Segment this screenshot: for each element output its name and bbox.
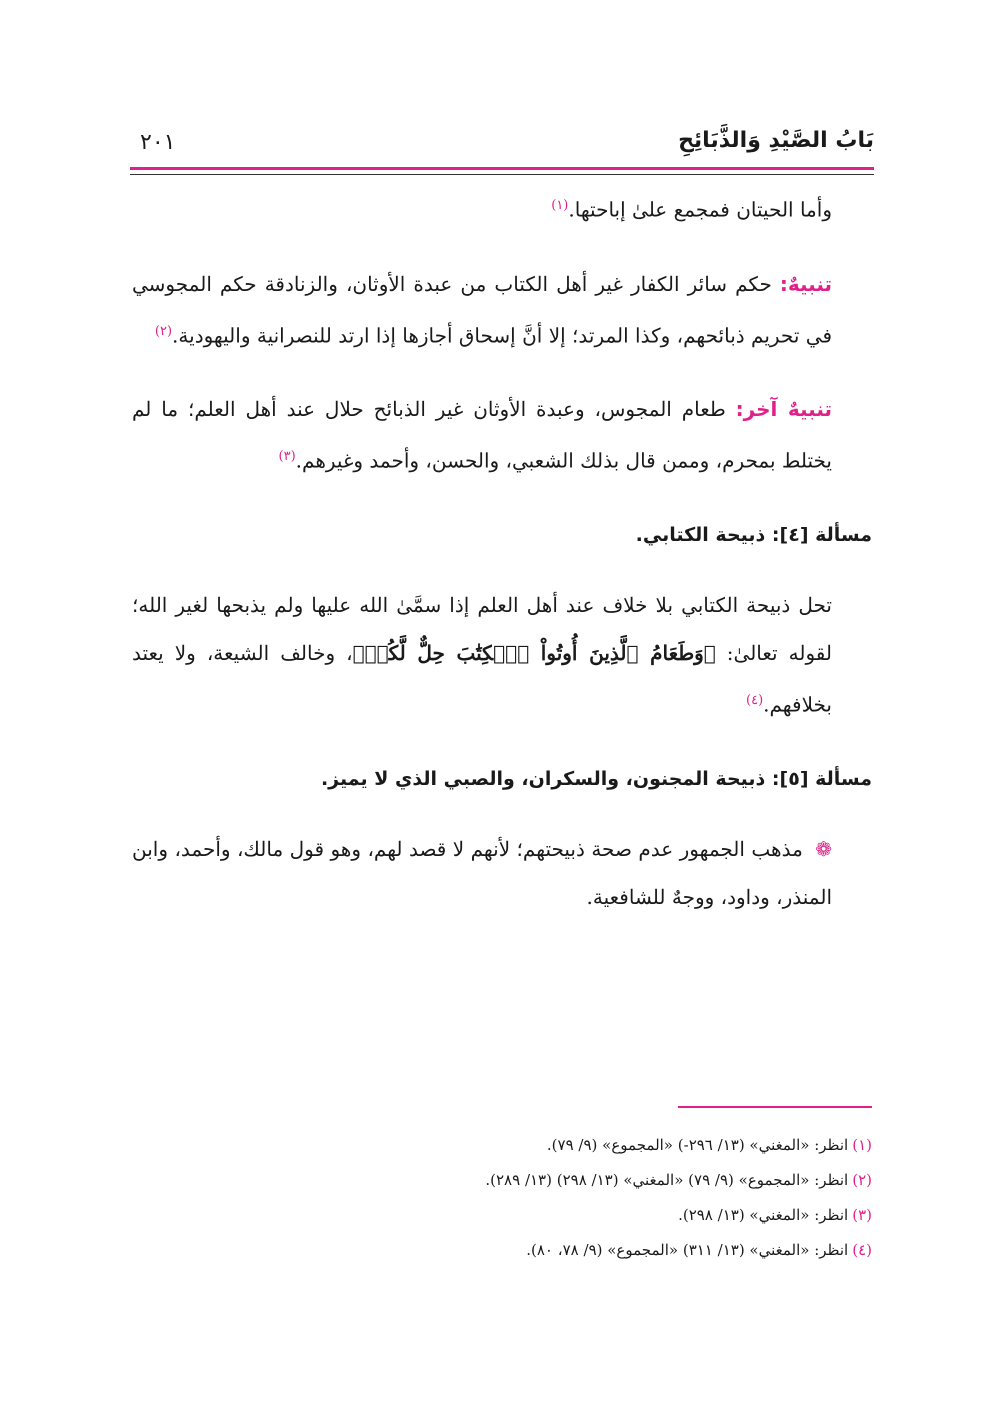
- paragraph-note-1: [132, 260, 872, 360]
- footnote-separator: [678, 1106, 872, 1108]
- note-label: تنبيهٌ آخر:: [735, 397, 832, 422]
- footnote-ref: (١): [551, 198, 569, 213]
- paragraph-text: مذهب الجمهور عدم صحة ذبيحتهم؛ لأنهم لا قصد لهم، وهو قول مالك، وأحمد، وابن المنذر، وداود، ووجهٌ للشافعية.: [132, 836, 832, 909]
- header-rule-accent: [130, 167, 874, 170]
- main-text: [132, 182, 872, 921]
- footnote-text: انظر: «المجموع» (٩/ ٧٩) «المغني» (١٣/ ٢٩٨) (١٣/ ٢٨٩).: [485, 1171, 849, 1189]
- footnote-number: (١): [852, 1136, 872, 1154]
- footnote-ref: (٣): [278, 449, 296, 465]
- page-number: ٢٠١: [140, 130, 176, 155]
- footnote-ref: (٢): [154, 323, 173, 339]
- footnote-text: انظر: «المغني» (١٣/ ٢٩٨).: [678, 1206, 849, 1224]
- issue-title: ذبيحة المجنون، والسكران، والصبي الذي لا يميز.: [320, 767, 772, 790]
- paragraph-text: ، وخالف الشيعة، ولا يعتد بخلافهم.: [132, 640, 832, 717]
- issue-label: مسألة [٥]:: [771, 767, 872, 790]
- issue-heading-5: [132, 755, 872, 803]
- footnote-item: [132, 1128, 872, 1163]
- footnote-ref: (٤): [746, 692, 764, 708]
- header-rule-thin: [130, 174, 874, 175]
- flower-ornament-icon: ❁: [815, 836, 832, 861]
- paragraph-kitabi: [132, 581, 872, 729]
- note-label: تنبيهٌ:: [779, 271, 832, 296]
- running-title: بَابُ الصَّيْدِ وَالذَّبَائِحِ: [678, 128, 874, 153]
- footnote-text: انظر: «المغني» (١٣/ ٣١١) «المجموع» (٩/ ٧٨، ٨٠).: [526, 1241, 849, 1259]
- footnote-number: (٤): [852, 1241, 872, 1259]
- footnote-item: [132, 1233, 872, 1268]
- paragraph-note-2: [132, 385, 872, 485]
- paragraph-text: وأما الحيتان فمجمع علىٰ إباحتها.: [568, 197, 832, 222]
- issue-label: مسألة [٤]:: [771, 523, 872, 546]
- paragraph-text: تحل ذبيحة الكتابي بلا خلاف عند أهل العلم إذا سمَّىٰ الله عليها ولم يذبحها لغير الله؛ لقوله تعالىٰ:: [132, 592, 832, 665]
- paragraph-text: طعام المجوس، وعبدة الأوثان غير الذبائح حلال عند أهل العلم؛ ما لم يختلط بمحرم، وممن قال بذلك الشعبي، والحسن، وأحمد وغيرهم.: [132, 397, 832, 473]
- page-header: [132, 128, 874, 164]
- footnote-item: [132, 1163, 872, 1198]
- footnote-number: (٣): [852, 1206, 872, 1224]
- paragraph-text: حكم سائر الكفار غير أهل الكتاب من عبدة الأوثان، والزنادقة حكم المجوسي في تحريم ذبائحهم، وكذا المرتد؛ إلا أنَّ إسحاق أجازها إذا ارتد للنصرانية واليهودية.: [132, 271, 832, 348]
- footnotes: [132, 1128, 872, 1268]
- paragraph-majority: [132, 825, 872, 921]
- footnote-item: [132, 1198, 872, 1233]
- footnote-text: انظر: «المغني» (١٣/ ٢٩٦-) «المجموع» (٩/ ٧٩).: [546, 1136, 849, 1154]
- quran-verse: ﴿وَطَعَامُ ٱلَّذِينَ أُوتُواْ ٱلۡكِتَٰبَ حِلٌّ لَّكُمۡ﴾: [352, 640, 716, 665]
- issue-heading-4: [132, 511, 872, 559]
- footnote-number: (٢): [852, 1171, 872, 1189]
- paragraph-fish: [132, 182, 872, 234]
- issue-title: ذبيحة الكتابي.: [635, 523, 772, 546]
